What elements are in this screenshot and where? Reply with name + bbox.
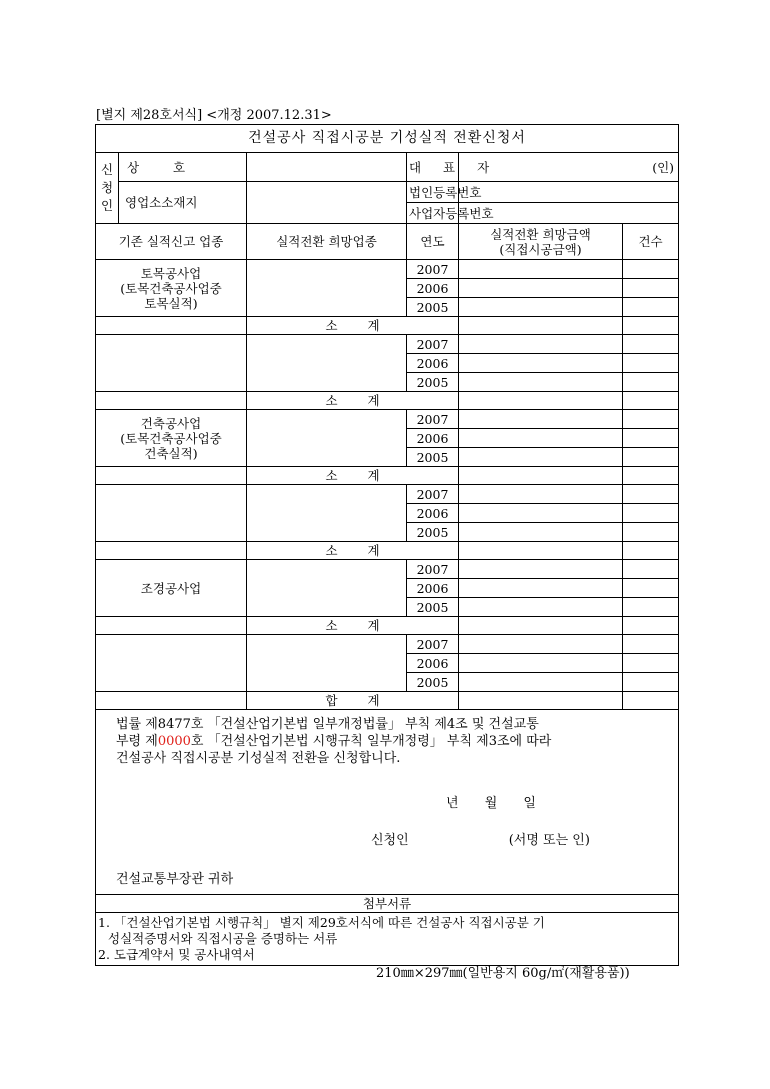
sector-label-line: 건축실적) <box>144 445 198 461</box>
existing-sector-cell[interactable] <box>96 560 247 617</box>
year-cell: 2006 <box>407 504 459 523</box>
count-cell[interactable] <box>623 335 679 354</box>
corp-reg-no-label: 법인등록번호 <box>407 182 459 203</box>
amount-cell[interactable] <box>459 598 623 617</box>
amount-cell[interactable] <box>459 373 623 392</box>
year-cell: 2007 <box>407 410 459 429</box>
year-cell: 2005 <box>407 598 459 617</box>
attachment-item-1-cont: 성실적증명서와 직접시공을 증명하는 서류 <box>108 931 338 946</box>
year-cell: 2007 <box>407 485 459 504</box>
statement-row <box>96 710 679 895</box>
sector-label-line: (토목건축공사업중 <box>120 280 222 296</box>
col-year-header: 연도 <box>407 224 459 260</box>
existing-sector-cell[interactable] <box>96 260 247 317</box>
year-row <box>96 335 679 354</box>
amount-cell[interactable] <box>459 410 623 429</box>
amount-cell[interactable] <box>459 654 623 673</box>
year-cell: 2005 <box>407 673 459 692</box>
subtotal-amount-cell[interactable] <box>459 317 623 335</box>
subtotal-label: 소 계 <box>247 317 459 335</box>
year-cell: 2005 <box>407 373 459 392</box>
count-cell[interactable] <box>623 429 679 448</box>
subtotal-count-cell[interactable] <box>623 617 679 635</box>
year-row <box>96 485 679 504</box>
subtotal-label: 소 계 <box>247 617 459 635</box>
existing-sector-cell[interactable] <box>96 410 247 467</box>
existing-sector-cell[interactable] <box>96 485 247 542</box>
seal-mark: (인) <box>652 159 675 175</box>
amount-cell[interactable] <box>459 429 623 448</box>
year-cell: 2006 <box>407 279 459 298</box>
subtotal-row <box>96 467 679 485</box>
desired-sector-cell[interactable] <box>247 410 407 467</box>
year-row <box>96 260 679 279</box>
subtotal-label: 소 계 <box>247 467 459 485</box>
count-cell[interactable] <box>623 598 679 617</box>
statement-line-1: 법률 제8477호 「건설산업기본법 일부개정법률」 부칙 제4조 및 건설교통 <box>116 717 539 732</box>
subtotal-count-cell[interactable] <box>623 317 679 335</box>
year-cell: 2007 <box>407 260 459 279</box>
col-count-header: 건수 <box>623 224 679 260</box>
year-cell: 2005 <box>407 448 459 467</box>
subtotal-blank <box>96 392 247 410</box>
subtotal-row <box>96 317 679 335</box>
amount-cell[interactable] <box>459 523 623 542</box>
count-cell[interactable] <box>623 654 679 673</box>
amount-cell[interactable] <box>459 279 623 298</box>
count-cell[interactable] <box>623 673 679 692</box>
col-desired-header: 실적전환 희망업종 <box>247 224 407 260</box>
subtotal-count-cell[interactable] <box>623 392 679 410</box>
corp-reg-no-field[interactable] <box>459 182 679 203</box>
subtotal-amount-cell[interactable] <box>459 542 623 560</box>
subtotal-count-cell[interactable] <box>623 692 679 710</box>
attachment-item-2: 2. 도급계약서 및 공사내역서 <box>98 947 255 962</box>
subtotal-row <box>96 392 679 410</box>
subtotal-label: 소 계 <box>247 392 459 410</box>
ordinance-number-placeholder: 0000 <box>157 734 191 749</box>
subtotal-row <box>96 617 679 635</box>
subtotal-count-cell[interactable] <box>623 467 679 485</box>
amount-cell[interactable] <box>459 354 623 373</box>
sector-label-line: 조경공사업 <box>140 580 202 596</box>
count-cell[interactable] <box>623 579 679 598</box>
sector-label-line: 토목실적) <box>144 295 198 311</box>
subtotal-amount-cell[interactable] <box>459 467 623 485</box>
existing-sector-cell[interactable] <box>96 635 247 692</box>
amount-cell[interactable] <box>459 673 623 692</box>
desired-sector-cell[interactable] <box>247 560 407 617</box>
applicant-side-label: 신 청 인 <box>96 153 119 224</box>
subtotal-blank <box>96 617 247 635</box>
subtotal-blank <box>96 467 247 485</box>
count-cell[interactable] <box>623 260 679 279</box>
count-cell[interactable] <box>623 560 679 579</box>
subtotal-blank <box>96 317 247 335</box>
desired-sector-cell[interactable] <box>247 635 407 692</box>
amount-cell[interactable] <box>459 448 623 467</box>
business-address-label: 영업소소재지 <box>119 182 247 224</box>
count-cell[interactable] <box>623 279 679 298</box>
form-number-header: [별지 제28호서식] <개정 2007.12.31> <box>96 108 332 123</box>
count-cell[interactable] <box>623 373 679 392</box>
representative-field[interactable] <box>459 153 679 182</box>
amount-cell[interactable] <box>459 485 623 504</box>
desired-sector-cell[interactable] <box>247 335 407 392</box>
subtotal-amount-cell[interactable] <box>459 692 623 710</box>
total-label: 합 계 <box>247 692 459 710</box>
amount-cell[interactable] <box>459 335 623 354</box>
desired-sector-cell[interactable] <box>247 260 407 317</box>
application-form-table <box>95 124 679 966</box>
addressee: 건설교통부장관 귀하 <box>116 872 234 887</box>
representative-label: 대 표 자 <box>407 153 459 182</box>
year-cell: 2007 <box>407 560 459 579</box>
year-cell: 2006 <box>407 354 459 373</box>
company-name-field[interactable] <box>247 153 407 182</box>
col-amount-header: 실적전환 희망금액 (직접시공금액) <box>459 224 623 260</box>
year-cell: 2007 <box>407 335 459 354</box>
attachments-title: 첨부서류 <box>96 895 679 913</box>
attachments-title-row <box>96 895 679 913</box>
company-name-label: 상 호 <box>119 153 247 182</box>
subtotal-amount-cell[interactable] <box>459 392 623 410</box>
statement-block <box>96 710 679 895</box>
count-cell[interactable] <box>623 448 679 467</box>
year-cell: 2007 <box>407 635 459 654</box>
amount-cell[interactable] <box>459 560 623 579</box>
year-cell: 2006 <box>407 429 459 448</box>
subtotal-amount-cell[interactable] <box>459 617 623 635</box>
date-line[interactable]: 년 월 일 <box>446 796 536 811</box>
subtotal-label: 소 계 <box>247 542 459 560</box>
count-cell[interactable] <box>623 410 679 429</box>
year-cell: 2006 <box>407 579 459 598</box>
biz-reg-no-label: 사업자등록번호 <box>407 203 459 224</box>
count-cell[interactable] <box>623 523 679 542</box>
paper-spec-note: 210㎜×297㎜(일반용지 60g/㎡(재활용품)) <box>376 966 630 981</box>
sector-label-line: (토목건축공사업중 <box>120 430 222 446</box>
total-row <box>96 692 679 710</box>
business-address-field[interactable] <box>247 182 407 224</box>
existing-sector-cell[interactable] <box>96 335 247 392</box>
attachment-item-1: 1. 「건설산업기본법 시행규칙」 별지 제29호서식에 따른 건설공사 직접시공분 기 <box>98 915 545 930</box>
desired-sector-cell[interactable] <box>247 485 407 542</box>
sector-label-line: 건축공사업 <box>140 415 202 431</box>
year-row <box>96 635 679 654</box>
year-row <box>96 410 679 429</box>
amount-cell[interactable] <box>459 504 623 523</box>
subtotal-blank <box>96 692 247 710</box>
year-cell: 2005 <box>407 523 459 542</box>
amount-cell[interactable] <box>459 298 623 317</box>
count-cell[interactable] <box>623 485 679 504</box>
count-cell[interactable] <box>623 504 679 523</box>
amount-cell[interactable] <box>459 260 623 279</box>
sector-label-line: 토목공사업 <box>140 265 202 281</box>
count-cell[interactable] <box>623 635 679 654</box>
amount-cell[interactable] <box>459 635 623 654</box>
applicant-sign-line[interactable]: 신청인 (서명 또는 인) <box>371 833 590 848</box>
year-cell: 2005 <box>407 298 459 317</box>
subtotal-blank <box>96 542 247 560</box>
statement-line-2: 부령 제0000호 「건설산업기본법 시행규칙 일부개정령」 부칙 제3조에 따라 <box>116 734 552 749</box>
col-existing-header: 기존 실적신고 업종 <box>96 224 247 260</box>
year-cell: 2006 <box>407 654 459 673</box>
attachments-list-row <box>96 913 679 966</box>
statement-line-3: 건설공사 직접시공분 기성실적 전환을 신청합니다. <box>116 751 401 766</box>
sign-note: (서명 또는 인) <box>508 833 590 848</box>
form-title: 건설공사 직접시공분 기성실적 전환신청서 <box>96 125 679 153</box>
attachments-list <box>96 913 679 966</box>
subtotal-count-cell[interactable] <box>623 542 679 560</box>
year-row <box>96 560 679 579</box>
subtotal-row <box>96 542 679 560</box>
count-cell[interactable] <box>623 354 679 373</box>
count-cell[interactable] <box>623 298 679 317</box>
amount-cell[interactable] <box>459 579 623 598</box>
